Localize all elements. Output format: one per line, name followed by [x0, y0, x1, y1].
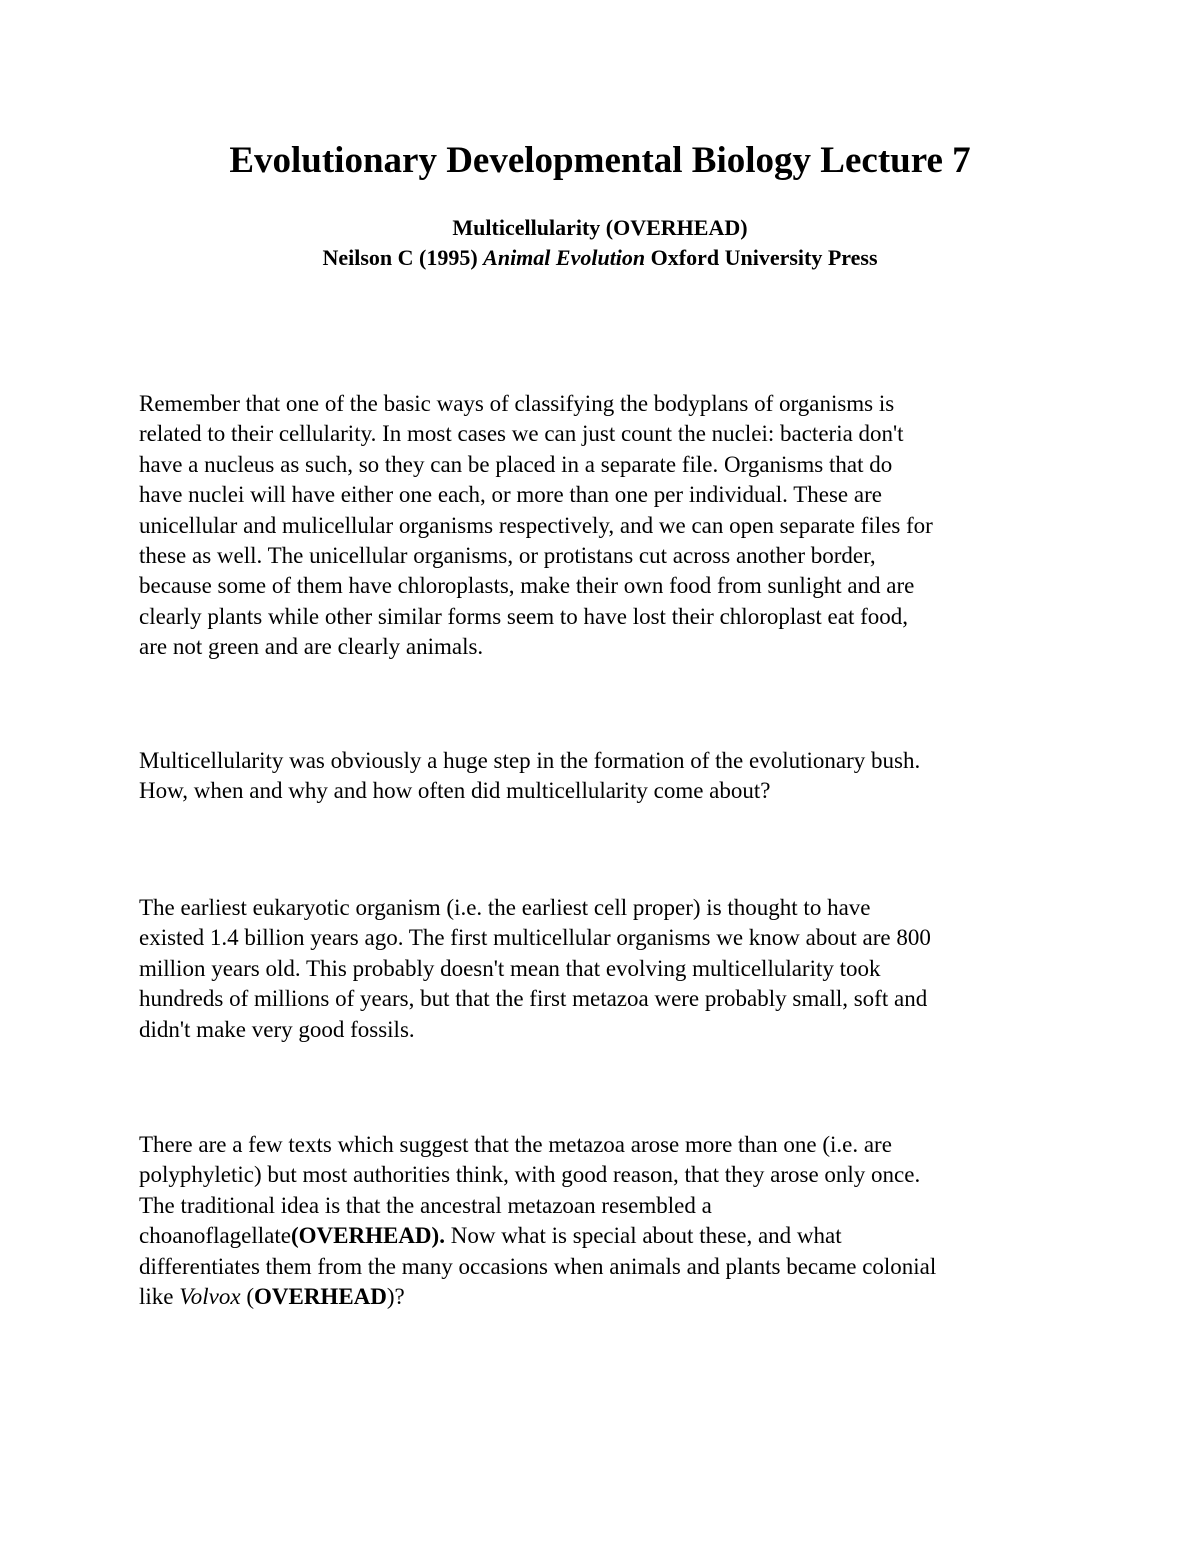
paragraph-metazoa-origin — [139, 1130, 1064, 1312]
text-fragment: ( — [240, 1284, 254, 1310]
text-line: these as well. The unicellular organisms, or protistans cut across another border, — [139, 543, 876, 569]
text-line — [139, 1282, 1064, 1312]
text-line: unicellular and mulicellular organisms respectively, and we can open separate files for — [139, 512, 933, 538]
paragraph-multicellularity-question — [139, 746, 1064, 807]
text-line: related to their cellularity. In most cases we can just count the nuclei: bacteria don't — [139, 421, 904, 447]
lecture-subtitle: Multicellularity (OVERHEAD) — [452, 215, 748, 240]
text-line: are not green and are clearly animals. — [139, 634, 484, 660]
paragraph-earliest-eukaryote — [139, 893, 1064, 1045]
text-line — [139, 1221, 1064, 1251]
text-line: because some of them have chloroplasts, make their own food from sunlight and are — [139, 573, 915, 599]
text-line: Multicellularity was obviously a huge step in the formation of the evolutionary bush. — [139, 748, 921, 773]
text-line: clearly plants while other similar forms seem to have lost their chloroplast eat food, — [139, 603, 909, 629]
reference-author: Neilson C (1995) — [322, 245, 484, 270]
text-fragment: )? — [386, 1284, 405, 1310]
reference-book-title: Animal Evolution — [483, 245, 646, 270]
reference-publisher: Oxford University Press — [645, 245, 878, 270]
text-line: polyphyletic) but most authorities think, with good reason, that they arose only once. — [139, 1162, 921, 1188]
text-line: existed 1.4 billion years ago. The first multicellular organisms we know about are 800 — [139, 925, 931, 951]
text-line: There are a few texts which suggest that the metazoa arose more than one (i.e. are — [139, 1132, 892, 1157]
text-line: Remember that one of the basic ways of classifying the bodyplans of organisms is — [139, 391, 895, 416]
text-line: differentiates them from the many occasions when animals and plants became colonial — [139, 1253, 937, 1279]
text-fragment: like — [139, 1284, 180, 1310]
overhead-marker: OVERHEAD — [253, 1284, 387, 1310]
overhead-marker: (OVERHEAD). — [290, 1223, 445, 1249]
paragraph-cellularity — [139, 389, 1064, 663]
reference-citation — [0, 243, 1200, 273]
volvox-term: Volvox — [179, 1284, 241, 1310]
text-fragment: Now what is special about these, and what — [444, 1223, 842, 1249]
text-line: The earliest eukaryotic organism (i.e. the earliest cell proper) is thought to have — [139, 895, 871, 920]
text-line: have nuclei will have either one each, or more than one per individual. These are — [139, 482, 882, 508]
text-line: didn't make very good fossils. — [139, 1016, 415, 1042]
text-line: The traditional idea is that the ancestral metazoan resembled a — [139, 1192, 712, 1218]
text-line: have a nucleus as such, so they can be placed in a separate file. Organisms that do — [139, 451, 893, 477]
text-line: How, when and why and how often did multicellularity come about? — [139, 778, 771, 804]
text-line: million years old. This probably doesn't mean that evolving multicellularity took — [139, 955, 881, 981]
text-line: hundreds of millions of years, but that the first metazoa were probably small, soft and — [139, 986, 928, 1012]
choanoflagellate-term: choanoflagellate — [139, 1223, 291, 1249]
page-title: Evolutionary Developmental Biology Lecture 7 — [229, 140, 971, 181]
